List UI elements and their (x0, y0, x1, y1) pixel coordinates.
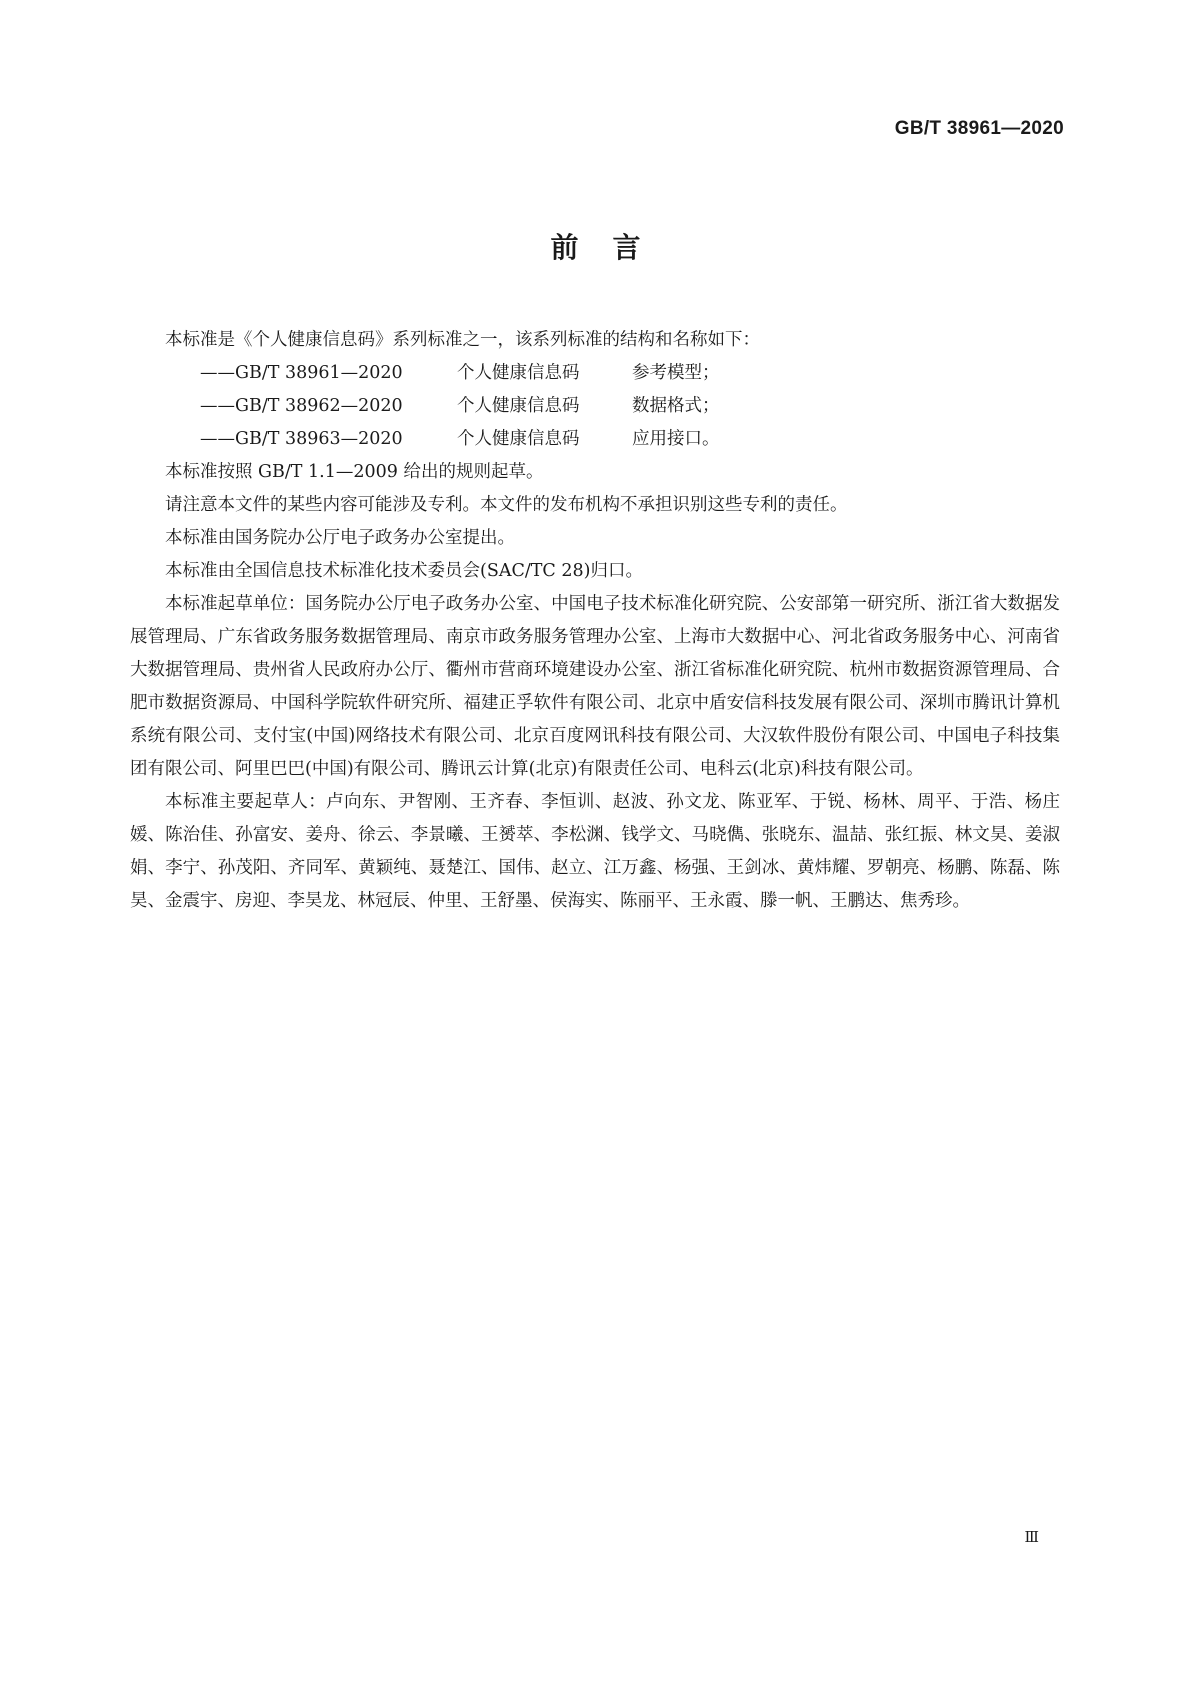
series-list-item (130, 423, 1060, 456)
standard-code: GB/T 38962—2020 (235, 396, 403, 416)
proposed-by-paragraph: 本标准由国务院办公厅电子政务办公室提出。 (165, 528, 515, 548)
standard-code: GB/T 38961—2020 (235, 363, 403, 383)
managed-by-paragraph: 本标准由全国信息技术标准化技术委员会(SAC/TC 28)归口。 (165, 561, 643, 581)
standard-code: GB/T 38963—2020 (235, 429, 403, 449)
series-list-item (130, 357, 1060, 390)
intro-paragraph: 本标准是《个人健康信息码》系列标准之一，该系列标准的结构和名称如下： (165, 330, 760, 350)
series-name: 个人健康信息码 (457, 429, 580, 449)
page-title: 前言 (550, 231, 675, 264)
list-prefix: —— (200, 429, 235, 449)
drafting-rules-paragraph: 本标准按照 GB/T 1.1—2009 给出的规则起草。 (165, 462, 544, 482)
series-name: 个人健康信息码 (457, 363, 580, 383)
part-name: 参考模型； (632, 363, 720, 383)
list-prefix: —— (200, 363, 235, 383)
part-name: 应用接口。 (632, 429, 720, 449)
drafters-paragraph: 本标准主要起草人：卢向东、尹智刚、王齐春、李恒训、赵波、孙文龙、陈亚军、于锐、杨林、周平、于浩、杨庄媛、陈治佳、孙富安、姜舟、徐云、李景曦、王赟萃、李松渊、钱学文、马晓儁、张晓东、温喆、张红振、林文昊、姜淑娟、李宁、孙茂阳、齐同军、黄颖纯、聂楚江、国伟、赵立、江万鑫、杨强、王剑冰、黄炜耀、罗朝亮、杨鹏、陈磊、陈昊、金震宇、房迎、李昊龙、林冠辰、仲里、王舒墨、侯海实、陈丽平、王永霞、滕一帆、王鹏达、焦秀珍。 (130, 792, 1060, 911)
part-name: 数据格式； (632, 396, 720, 416)
series-list-item (130, 390, 1060, 423)
standard-number: GB/T 38961—2020 (894, 118, 1064, 139)
foreword-body (130, 324, 1060, 918)
drafting-units-paragraph: 本标准起草单位：国务院办公厅电子政务办公室、中国电子技术标准化研究院、公安部第一研究所、浙江省大数据发展管理局、广东省政务服务数据管理局、南京市政务服务管理办公室、上海市大数据中心、河北省政务服务中心、河南省大数据管理局、贵州省人民政府办公厅、衢州市营商环境建设办公室、浙江省标准化研究院、杭州市数据资源管理局、合肥市数据资源局、中国科学院软件研究所、福建正孚软件有限公司、北京中盾安信科技发展有限公司、深圳市腾讯计算机系统有限公司、支付宝(中国)网络技术有限公司、北京百度网讯科技有限公司、大汉软件股份有限公司、中国电子科技集团有限公司、阿里巴巴(中国)有限公司、腾讯云计算(北京)有限责任公司、电科云(北京)科技有限公司。 (130, 594, 1060, 779)
page-number: Ⅲ (1024, 1528, 1039, 1546)
patent-notice-paragraph: 请注意本文件的某些内容可能涉及专利。本文件的发布机构不承担识别这些专利的责任。 (165, 495, 848, 515)
list-prefix: —— (200, 396, 235, 416)
series-name: 个人健康信息码 (457, 396, 580, 416)
